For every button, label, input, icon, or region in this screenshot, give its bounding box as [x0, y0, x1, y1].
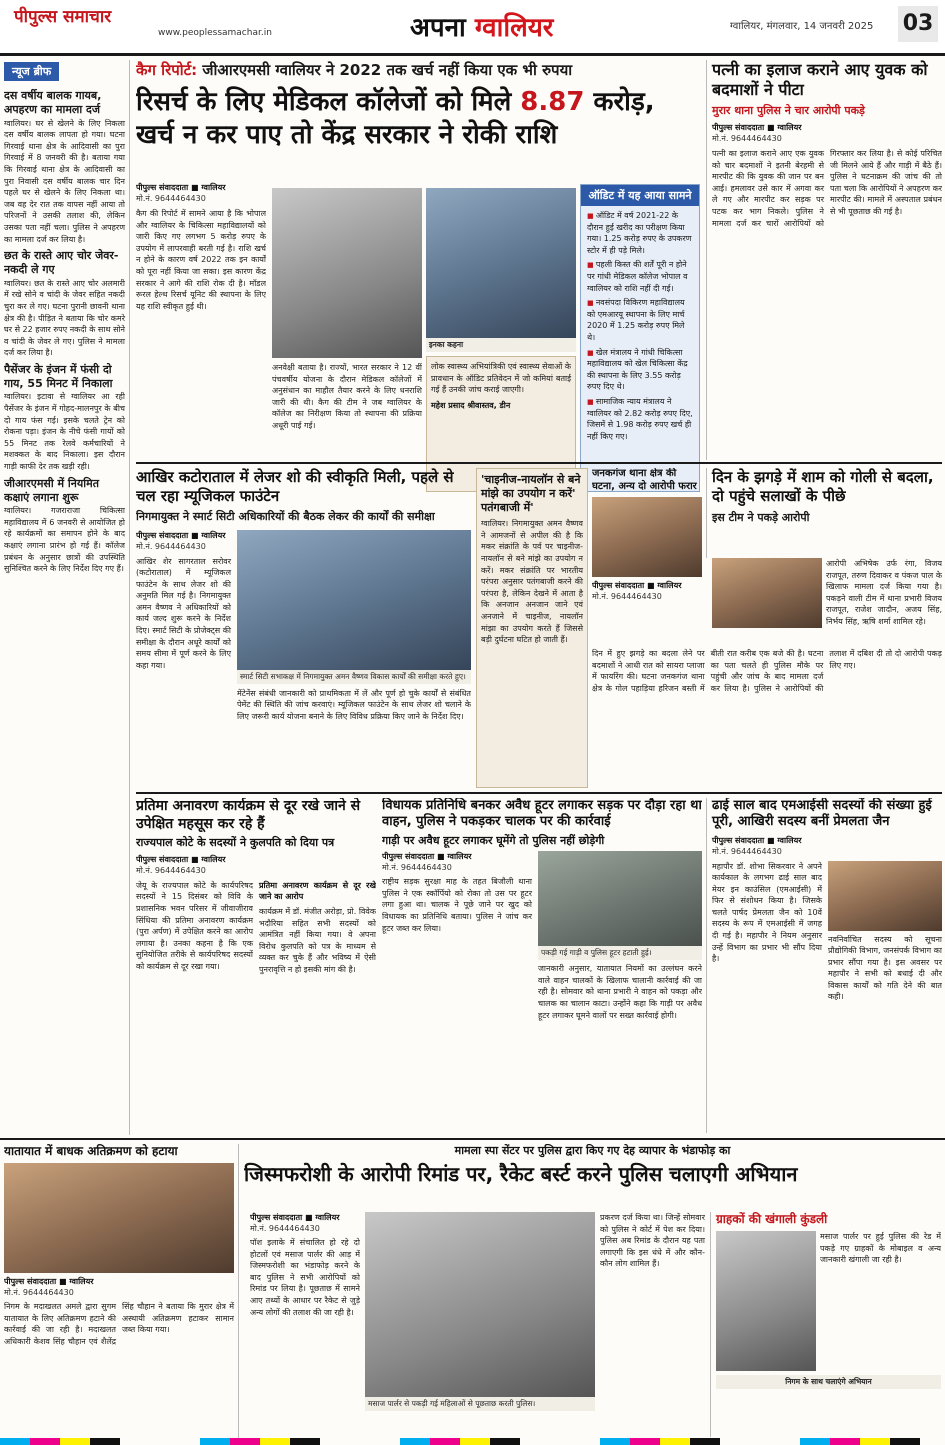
brief-headline: जीआरएमसी में नियमित कक्षाएं लगाना शुरू — [4, 476, 99, 504]
campus-body-1: जेयू के राज्यपाल कोटे के कार्यपरिषद सदस्यों ने 15 दिसंबर को विवि के प्रशासनिक भवन परिसर में जीवाजीराव सिंधिया की प्रतिमा अनावरण कार्यक्रम (पुरा अर्पण) में उपेक्षित करने का आरोप लगाया है। उनका कहना है कि एक सुनियोजित तरीके से कार्यपरिषद सदस्यों को कार्यक्रम से दूर रखा गया। — [136, 880, 253, 971]
laser-photo-caption: स्मार्ट सिटी सभाकक्ष में निगमायुक्त अमन वैष्णव विकास कार्यों की समीक्षा करते हुए। — [237, 670, 471, 684]
laser-byline — [136, 530, 231, 552]
arrest-byline-text: पीपुल्स संवाददाता ■ ग्वालियर — [592, 581, 682, 590]
story-traffic — [4, 1144, 239, 1439]
investigation-photo — [716, 1231, 816, 1371]
hooter-col2 — [538, 851, 702, 1021]
spa-photo-caption: मसाज पार्लर से पकड़ी गई महिलाओं से पूछताछ करती पुलिस। — [365, 1397, 595, 1411]
hooter-photo-caption: पकड़ी गई गाड़ी व पुलिस हूटर हटाती हुई। — [538, 946, 702, 960]
brief-headline: दस वर्षीय बालक गायब, अपहरण का मामला दर्ज — [4, 89, 102, 117]
audit-item: ■ ऑडिट में वर्ष 2021-22 के दौरान हुई खरीद का परीक्षण किया गया। 1.25 करोड़ रुपए के उपकरण स्टोर में ही पड़े मिले। — [587, 210, 693, 256]
campus-byline-text: पीपुल्स संवाददाता ■ ग्वालियर — [136, 854, 226, 864]
lead-story-col1 — [136, 182, 266, 492]
audit-item: ■ पहली किस्त की शर्तें पूरी न होने पर गांधी मेडिकल कॉलेज भोपाल व ग्वालियर को राशि नहीं दी गई। — [587, 259, 693, 294]
committee-headline: ढाई साल बाद एमआईसी सदस्यों की संख्या हुई पूरी, आखिरी सदस्य बनीं प्रेमलता जैन — [712, 798, 932, 830]
traffic-mobile: मो.नं. 9644464430 — [4, 1288, 74, 1297]
lead-body-2: अनवेक्षी बताया है। राज्यों, भारत सरकार ने 12 वीं पंचवर्षीय योजना के दौरान मेडिकल कॉलेजों में अनुसंधान का माहौल तैयार करने के लिए धनराशि जारी की थी। कैग की टीम ने जब ग्वालियर के कॉलेज का निरीक्षण किया तो स्थापना की प्रक्रिया अधूरी पाई गई। — [272, 363, 422, 430]
hooter-mobile: मो.नं. 9644464430 — [382, 863, 452, 873]
brief-text: ग्वालियर। गजराराजा चिकित्सा महाविद्यालय में 6 जनवरी से आयोजित हो रहे कार्यक्रमों का समापन होने के बाद कक्षाएं लगाना प्रारंभ हो गई हैं। कॉलेज प्रबंधन के अनुसार छात्रों की उपस्थिति सुनिश्चित करने के लिए निर्देश दिए गए हैं। — [4, 506, 125, 574]
spa-byline-text: पीपुल्स संवाददाता ■ ग्वालियर — [250, 1213, 340, 1222]
print-color-strip — [0, 1438, 945, 1445]
lead-headline-amount: 8.87 — [520, 87, 585, 117]
audit-item: ■ सामाजिक न्याय मंत्रालय ने ग्वालियर को 2.82 करोड़ रुपए दिए, जिसमें से 1.98 करोड़ रुपए खर्च ही नहीं किए गए। — [587, 396, 693, 442]
lead-photo-building — [272, 188, 422, 358]
couple-headline: पत्नी का इलाज कराने आए युवक को बदमाशों ने पीटा — [712, 60, 928, 99]
campus-subhead-2: प्रतिमा अनावरण कार्यक्रम से दूर रखे जाने का आरोप — [259, 880, 376, 902]
spa-investigation — [710, 1212, 941, 1437]
lead-photo-signboard — [426, 188, 576, 338]
investigation-row — [716, 1231, 941, 1371]
committee-photo — [828, 861, 942, 931]
page-number: 03 — [898, 6, 938, 42]
couple-byline — [712, 122, 942, 144]
hooter-body-row — [382, 851, 702, 1021]
lead-headline-part1: रिसर्च के लिए मेडिकल कॉलेजों को मिले — [136, 87, 512, 117]
committee-byline — [712, 835, 942, 857]
couple-mobile: मो.नं. 9644464430 — [712, 134, 782, 143]
couple-byline-text: पीपुल्स संवाददाता ■ ग्वालियर — [712, 123, 802, 132]
couple-subhead: मुरार थाना पुलिस ने चार आरोपी पकड़े — [712, 104, 865, 117]
traffic-photo — [4, 1163, 234, 1273]
arrest-label: जनकगंज थाना क्षेत्र की घटना, अन्य दो आरोपी फरार — [592, 468, 697, 492]
traffic-byline-text: पीपुल्स संवाददाता ■ ग्वालियर — [4, 1277, 94, 1286]
spa-body: पॉश इलाके में संचालित हो रहे दो होटलों एवं मसाज पार्लर की आड़ में जिस्मफरोशी का भंडाफोड़ करने के बाद पुलिस ने सभी आरोपियों को रिमांड पर लिया है। पूछताछ में सामने आए तथ्यों के आधार पर रैकेट से जुड़े अन्य लोगों की तलाश की जा रही है। — [250, 1238, 360, 1317]
brief-headline: छत के रास्ते आए चोर जेवर-नकदी ले गए — [4, 249, 119, 277]
lead-kicker-text: जीआरएमसी ग्वालियर ने 2022 तक खर्च नहीं किया एक भी रुपया — [202, 61, 573, 79]
traffic-headline: यातायात में बाधक अतिक्रमण को हटाया — [4, 1144, 178, 1158]
spa-header — [244, 1144, 941, 1206]
committee-byline-text: पीपुल्स संवाददाता ■ ग्वालियर — [712, 835, 802, 845]
campus-byline — [136, 854, 376, 876]
couple-body-2: से कोई परिचित जी मिलने आये हैं और गाड़ी में बैठे हैं। पुलिस ने घटनाक्रम की जांच की तो पता चला कि आरोपियों ने अपहरण कर मारपीट की। मामले में अस्पताल प्रबंधन से भी पूछताछ की गई है। — [830, 149, 942, 216]
story-campus — [136, 798, 376, 1133]
audit-findings-box — [580, 184, 700, 492]
hooter-byline-text: पीपुल्स संवाददाता ■ ग्वालियर — [382, 852, 472, 862]
spa-body-2: प्रकरण दर्ज किया था। जिन्हें सोमवार को पुलिस ने कोर्ट में पेश कर दिया। पुलिस अब रिमांड के दौरान यह पता लगाएगी कि इस धंधे में और कौन-कौन लोग शामिल हैं। — [600, 1213, 705, 1269]
campus-subhead: राज्यपाल कोटे के सदस्यों ने कुलपति को दिया पत्र — [136, 836, 335, 849]
traffic-body: निगम के मदाखलत अमले द्वारा सुगम यातायात के लिए अतिक्रमण हटाने की कार्रवाई की जा रही है। मदाखलत अधिकारी केशव सिंह चौहान एवं शैलेंद्र सिंह चौहान ने बताया कि मुरार क्षेत्र में अस्थायी अतिक्रमण हटाकर सामान जब्त किया गया। — [4, 1302, 234, 1346]
firing-body: दिन में हुए झगड़े का बदला लेने पर बदमाशों ने आधी रात को सायरा प्लाजा में फायरिंग की। घटना जनकगंज थाना क्षेत्र के गोल पहाड़िया हरिजन बस्ती में बीती रात करीब एक बजे की है। घटना का पता चलते ही पुलिस मौके पर पहुंची और जांच के बाद मामला दर्ज कर लिया है। पुलिस ने आरोपियों की तलाश में दबिश दी तो दो आरोपी पकड़ लिए गए। — [592, 649, 942, 693]
spa-photo — [365, 1212, 595, 1397]
committee-col2 — [828, 861, 942, 1004]
lead-photo-caption: इनका कहना — [426, 338, 576, 352]
laser-body-2: मेंटेनेंस संबंधी जानकारी को प्राथमिकता में लें और पूर्ण हो चुके कार्यों से संबंधित पेमेंट की स्थिति की जांच करवाएं। म्यूजिकल फाउंटेन के साथ लेजर शो चलाने के लिए जरूरी कार्य योजना बनाने के लिए विविध प्रक्रिया किए जाने के निर्देश दिए। — [237, 688, 471, 721]
bottom-section — [0, 1138, 945, 1445]
lead-byline — [136, 182, 266, 204]
committee-body-row — [712, 861, 942, 1004]
manjha-body: ग्वालियर। निगमायुक्त अमन वैष्णव ने आमजनों से अपील की है कि मकर संक्रांति के पर्व पर चाइनीज-नायलॉन से बने मांझे का उपयोग न करें। मकर संक्रांति पर भारतीय परंपरा अनुसार पतंगबाजी करने की परंपरा है, लेकिन देखने में आता है कि अनजान अनजान जाने एवं अनजाने में चाइनीज, नायलॉन मांझा का उपयोग करते हैं जिससे बड़ी दुर्घटना घटित हो जाती हैं। — [481, 519, 583, 645]
news-brief-column — [4, 60, 130, 1135]
hooter-col1 — [382, 851, 532, 1021]
lead-mobile: मो.नं. 9644464430 — [136, 194, 206, 203]
lead-headline-part2: करोड़, खर्च न कर पाए तो केंद्र सरकार ने रोकी राशि — [136, 87, 655, 150]
laser-photo-meeting — [237, 530, 471, 670]
audit-item: ■ खेल मंत्रालय ने गांधी चिकित्सा महाविद्यालय को खेल चिकित्सा केंद्र की स्थापना के लिए 3.55 करोड़ रुपए दिए थे। — [587, 347, 693, 393]
newspaper-logo: पीपुल्स समाचार — [14, 7, 112, 27]
audit-item: ■ नवसंपदा विकिरण महाविद्यालय को एमआरयू स्थापना के लिए मार्च 2020 में 1.25 करोड़ रुपए मिले थे। — [587, 297, 693, 343]
newspaper-url: www.peoplessamachar.in — [158, 28, 272, 38]
brief-text: ग्वालियर। घर से खेलने के लिए निकला दस वर्षीय बालक लापता हो गया। घटना गिरवाई थाना क्षेत्र के आदिवासी का पुरा गिरवाई में 8 जनवरी की है। बताया गया कि गिरवाई थाना क्षेत्र के आदिवासी का पुरा निवासी दस वर्षीय बालक चार दिन पहले घर से खेलने के लिए निकला था। जब वह देर रात तक वापस नहीं आया तो परिजनों ने उसकी तलाश की, लेकिन उसका पता नहीं चला। पुलिस ने अपहरण का मामला दर्ज कर लिया है। — [4, 118, 125, 244]
laser-col2 — [237, 530, 471, 723]
hooter-byline — [382, 851, 532, 873]
lead-kicker — [136, 60, 698, 80]
campus-body — [136, 880, 376, 976]
story-laser — [136, 468, 471, 788]
hooter-body: राष्ट्रीय सड़क सुरक्षा माह के तहत बिजौली थाना पुलिस ने एक स्कॉर्पियो को रोका तो उस पर हूटर लगा हुआ था। चालक ने पूछे जाने पर खुद को विधायक का प्रतिनिधि बताया। पुलिस ने जांच कर हूटर जब्त कर लिया। — [382, 877, 532, 933]
section-divider — [136, 462, 942, 464]
brief-headline: पैसेंजर के इंजन में फंसी दो गाय, 55 मिनट में निकाला — [4, 362, 113, 391]
lead-quote: लोक स्वास्थ्य अभियांत्रिकी एवं स्वास्थ्य सेवाओं के प्रावधान के ऑडिट प्रतिवेदन में जो कमियां बताई गई हैं उनकी जांच कराई जाएगी। — [431, 362, 571, 395]
story-hooter — [382, 798, 702, 1133]
arrest-photo — [592, 497, 702, 577]
traffic-byline — [4, 1276, 234, 1298]
lead-byline-text: पीपुल्स संवाददाता ■ ग्वालियर — [136, 183, 226, 192]
lead-body: कैग की रिपोर्ट में सामने आया है कि भोपाल और ग्वालियर के चिकित्सा महाविद्यालयों को जारी किए गए लगभग 5 करोड़ रुपए के उपयोग में लापरवाही बरती गई है। राशि खर्च न होने के कारण वर्ष 2022 तक इन कार्यों को पूरा नहीं किया जा सका। इस कारण केंद्र सरकार ने आगे की राशि रोक दी है। मॉडल रूरल हेल्थ रिसर्च यूनिट की स्थापना के लिए यह राशि स्वीकृत हुई थी। — [136, 209, 266, 311]
campus-mobile: मो.नं. 9644464430 — [136, 865, 206, 875]
hooter-subhead: गाड़ी पर अवैध हूटर लगाकर घूमेंगे तो पुलिस नहीं छोड़ेगी — [382, 833, 605, 847]
firing-body-2: आरोपी अभिषेक उर्फ रंगा, विजय राजपूत, तरुण दिवाकर व पंकज पाल के खिलाफ मामला दर्ज किया गया है। पकड़ने वाली टीम में थाना प्रभारी विजय राजपूत, राजेश जादौन, अजय सिंह, निर्भय सिंह, ऋषि शर्मा शामिल रहे। — [826, 559, 942, 626]
arrest-mobile: मो.नं. 9644464430 — [592, 592, 662, 601]
lead-quote-author: महेश प्रसाद श्रीवास्तव, डीन — [431, 400, 511, 410]
committee-body-2: नवनिर्वाचित सदस्य को सूचना प्रौद्योगिकी विभाग, जनसंपर्क विभाग का प्रभार सौंपा गया है। इस अवसर पर महापौर ने सभी को बधाई दी और विकास कार्यों को गति देने की बात कही। — [828, 934, 942, 1002]
laser-subhead: निगमायुक्त ने स्मार्ट सिटी अधिकारियों की बैठक लेकर की कार्यों की समीक्षा — [136, 509, 435, 523]
campus-body-2: कार्यक्रम में डॉ. मंजीत अरोड़ा, प्रो. विवेक भदौरिया सहित सभी सदस्यों को आमंत्रित नहीं किया गया। वे अपना विरोध कुलपति को पत्र के माध्यम से व्यक्त कर चुके हैं और भविष्य में ऐसी पुनरावृत्ति न हो इसकी मांग की है। — [259, 906, 376, 974]
spa-mobile: मो.नं. 9644464430 — [250, 1224, 320, 1233]
investigation-headline: ग्राहकों की खंगाली कुंडली — [716, 1212, 828, 1226]
hooter-body-2: जानकारी अनुसार, यातायात नियमों का उल्लंघन करने वाले वाहन चालकों के खिलाफ चालानी कार्रवाई की जा रही है। सोमवार को थाना प्रभारी ने वाहन को पकड़ा और चालक का चालान काटा। उन्होंने कहा कि गाड़ी पर अवैध हूटर लगाकर घूमने वालों पर सख्त कार्रवाई होगी। — [538, 964, 702, 1020]
laser-body-row — [136, 530, 471, 723]
campus-headline: प्रतिमा अनावरण कार्यक्रम से दूर रखे जाने से उपेक्षित महसूस कर रहे हैं — [136, 798, 361, 832]
laser-headline: आखिर कटोराताल में लेजर शो की स्वीकृति मिली, पहले से चल रहा म्यूजिकल फाउंटेन — [136, 468, 454, 505]
section-title-left: अपना — [410, 13, 466, 43]
committee-mobile: मो.नं. 9644464430 — [712, 846, 782, 856]
story-committee — [706, 798, 942, 1133]
story-manjha — [476, 468, 588, 788]
firing-header — [706, 468, 942, 558]
firing-team-label: इस टीम ने पकड़े आरोपी — [712, 510, 810, 524]
committee-body: महापौर डॉ. शोभा सिकरवार ने अपने कार्यकाल के लगभग ढाई साल बाद मेयर इन काउंसिल (एमआईसी) में फिर से संशोधन किया है। जिसके चलते पार्षद प्रेमलता जैन को 10वें सदस्य के रूप में एमआईसी में जगह दी गई है। महापौर ने नियम अनुसार उन्हें विभाग का प्रभार भी सौंप दिया है। — [712, 861, 822, 964]
hooter-photo-vehicle — [538, 851, 702, 946]
spa-headline: जिस्मफरोशी के आरोपी रिमांड पर, रैकेट बर्स्ट करने पुलिस चलाएगी अभियान — [244, 1161, 798, 1186]
audit-list — [581, 206, 699, 449]
laser-byline-text: पीपुल्स संवाददाता ■ ग्वालियर — [136, 530, 226, 540]
news-brief-tag: न्यूज ब्रीफ — [4, 62, 59, 81]
dateline: ग्वालियर, मंगलवार, 14 जनवरी 2025 — [730, 21, 874, 32]
spa-photo-block — [365, 1212, 595, 1437]
lead-story-header — [136, 60, 698, 180]
spa-byline — [250, 1212, 360, 1234]
laser-col1 — [136, 530, 231, 723]
arrest-byline — [592, 580, 702, 602]
audit-box-title: ऑडिट में यह आया सामने — [581, 185, 699, 206]
story-couple — [706, 60, 942, 460]
brief-text: ग्वालियर। छत के रास्ते आए चोर अलमारी में रखे सोने व चांदी के जेवर सहित नकदी चुरा कर ले गए। घटना पुरानी छावनी थाना क्षेत्र की है। पीड़ित ने बताया कि चोर कमरे घर से 22 हजार रुपए नकदी के साथ सोने व चांदी के जेवर ले गए। पुलिस ने मामला दर्ज कर लिया है। — [4, 278, 125, 358]
firing-team-photo — [712, 558, 822, 628]
firing-headline: दिन के झगड़े में शाम को गोली से बदला, दो पहुंचे सलाखों के पीछे — [712, 468, 934, 505]
section-divider — [136, 792, 942, 794]
arrest-photo-block — [592, 468, 702, 643]
section-title-right: ग्वालियर — [474, 13, 554, 43]
hooter-headline: विधायक प्रतिनिधि बनकर अवैध हूटर लगाकर सड़क पर दौड़ा रहा था वाहन, पुलिस ने पकड़कर चालक पर की कार्रवाई — [382, 798, 702, 830]
brief-text: ग्वालियर। इटावा से ग्वालियर आ रही पैसेंजर के इंजन में गोहद-मालनपुर के बीच दो गाय फंस गई। इसके चलते ट्रेन को रोकना पड़ा। इंजन के नीचे फंसी गायों को 55 मिनट तक रेलवे कर्मचारियों ने मशक्कत के बाद निकाला। इस दौरान गाड़ी काफी देर तक खड़ी रही। — [4, 392, 125, 472]
section-title — [410, 8, 553, 44]
campaign-caption: निगम के साथ चलाएंगे अभियान — [716, 1375, 941, 1389]
lead-headline — [136, 86, 698, 151]
laser-mobile: मो.नं. 9644464430 — [136, 541, 206, 551]
laser-body: आखिर शेर सागरताल सरोवर (कटोराताल) में म्यूजिकल फाउंटेन के साथ लेजर शो की अनुमति मिल गई है। निगमायुक्त अमन वैष्णव ने अधिकारियों को कार्य जल्द शुरू करने के निर्देश दिए। स्मार्ट सिटी के प्रोजेक्ट्स की समीक्षा के दौरान अधूरे कार्यों को समय सीमा में पूर्ण करने के लिए कहा गया। — [136, 556, 231, 670]
manjha-headline: 'चाइनीज-नायलॉन से बने मांझे का उपयोग न करें' पतंगबाजी में' — [481, 473, 581, 514]
spa-col1 — [250, 1212, 360, 1437]
spa-kicker: मामला स्पा सेंटर पर पुलिस द्वारा किए गए देह व्यापार के भंडाफोड़ का — [454, 1144, 731, 1157]
lead-kicker-label: कैग रिपोर्ट: — [136, 61, 198, 79]
masthead — [0, 0, 945, 56]
couple-body-1: पत्नी का इलाज कराने आए एक युवक को चार बदमाशों ने इतनी बेरहमी से मारपीट की कि युवक की जान पर बन आई। हमलावर उसे कार में अगवा कर ले गए और मारपीट कर सड़क पर पटक कर भाग निकले। पुलिस ने मामला दर्ज कर चारों आरोपियों को गिरफ्तार कर लिया है। — [712, 149, 894, 228]
investigation-body: मसाज पार्लर पर हुई पुलिस की रेड में पकड़े गए ग्राहकों के मोबाइल व अन्य जानकारी खंगाली जा रही है। — [820, 1232, 941, 1265]
couple-body — [712, 148, 942, 229]
